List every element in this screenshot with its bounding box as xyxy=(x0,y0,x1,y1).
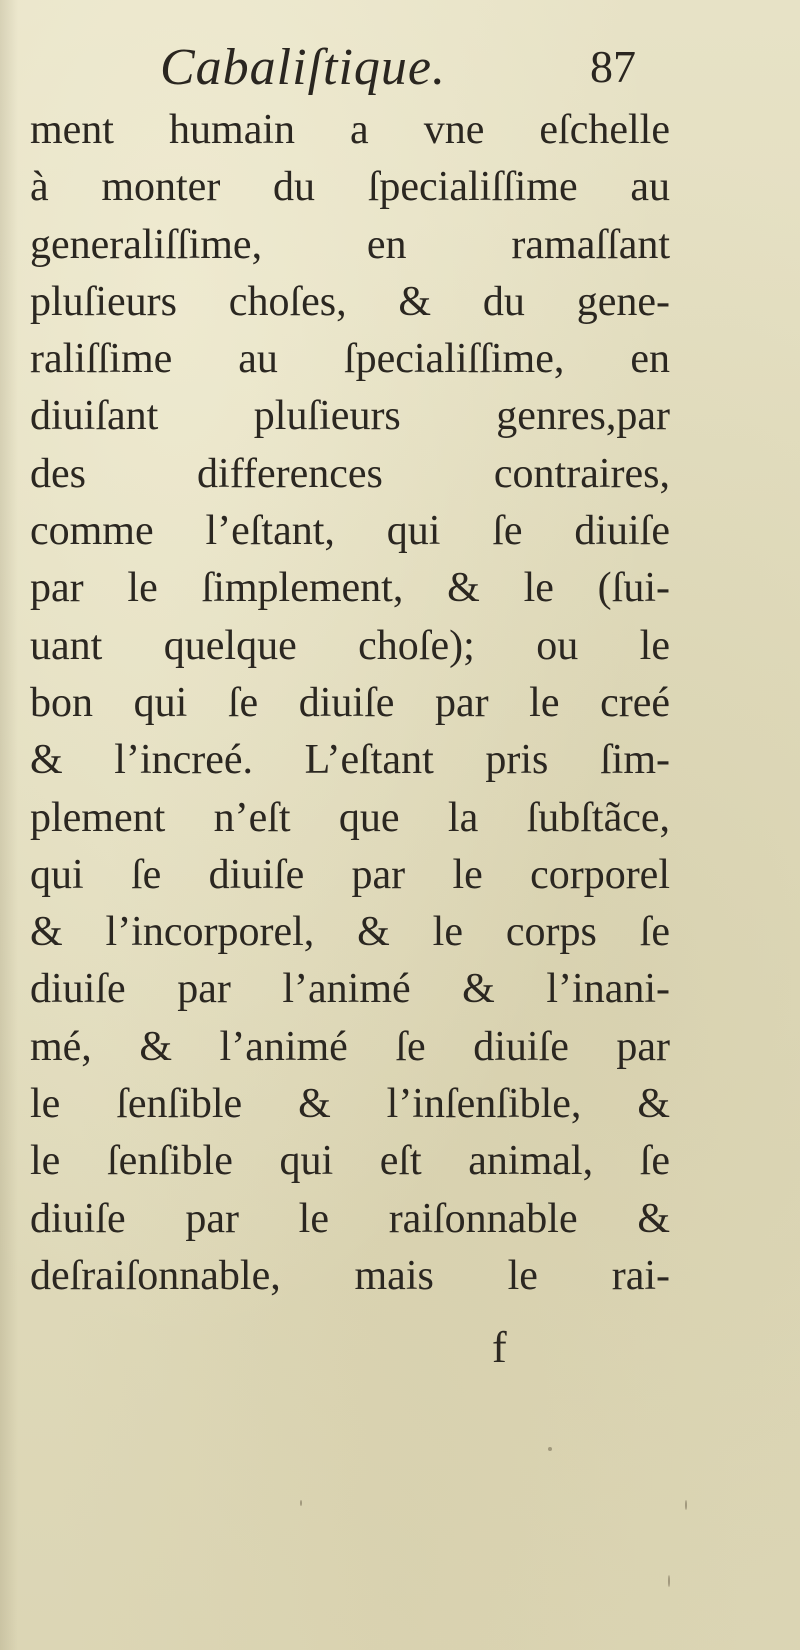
text-line: & l’increé. L’eſtant pris ſim- xyxy=(30,737,670,784)
body-text xyxy=(30,102,670,1305)
text-line: uant quelque choſe); ou le xyxy=(30,622,670,669)
text-line: raliſſime au ſpecialiſſime, en xyxy=(30,336,670,383)
paper-speck xyxy=(300,1500,302,1506)
text-line: qui ſe diuiſe par le corporel xyxy=(30,851,670,898)
text-line: diuiſe par l’animé & l’inani- xyxy=(30,966,670,1013)
gutter-shadow xyxy=(0,0,18,1650)
running-head: Cabaliſtique. xyxy=(160,39,446,96)
text-line: bon qui ſe diuiſe par le creé xyxy=(30,679,670,726)
text-line: des differences contraires, xyxy=(30,450,670,497)
text-line: mé, & l’animé ſe diuiſe par xyxy=(30,1023,670,1070)
catchword: f xyxy=(492,1323,507,1372)
text-line: diuiſe par le raiſonnable & xyxy=(30,1195,670,1242)
page-number: 87 xyxy=(590,41,636,92)
text-line: ment humain a vne eſchelle xyxy=(30,107,670,153)
text-line: pluſieurs choſes, & du gene- xyxy=(30,278,670,325)
text-line: le ſenſible & l’inſenſible, & xyxy=(30,1081,670,1128)
text-line: generaliſſime, en ramaſſant xyxy=(30,221,670,268)
text-line: & l’incorporel, & le corps ſe xyxy=(30,909,670,956)
paper-speck xyxy=(668,1575,670,1587)
text-line: à monter du ſpecialiſſime au xyxy=(30,164,670,211)
text-line: plement n’eſt que la ſubſtãce, xyxy=(30,794,670,841)
paper-speck xyxy=(685,1500,687,1510)
text-line: le ſenſible qui eſt animal, ſe xyxy=(30,1138,670,1185)
text-line: diuiſant pluſieurs genres,par xyxy=(30,393,670,440)
paper-speck xyxy=(548,1447,552,1451)
text-line: deſraiſonnable, mais le rai- xyxy=(30,1252,670,1299)
text-line: par le ſimplement, & le (ſui- xyxy=(30,565,670,612)
text-line: comme l’eſtant, qui ſe diuiſe xyxy=(30,508,670,555)
